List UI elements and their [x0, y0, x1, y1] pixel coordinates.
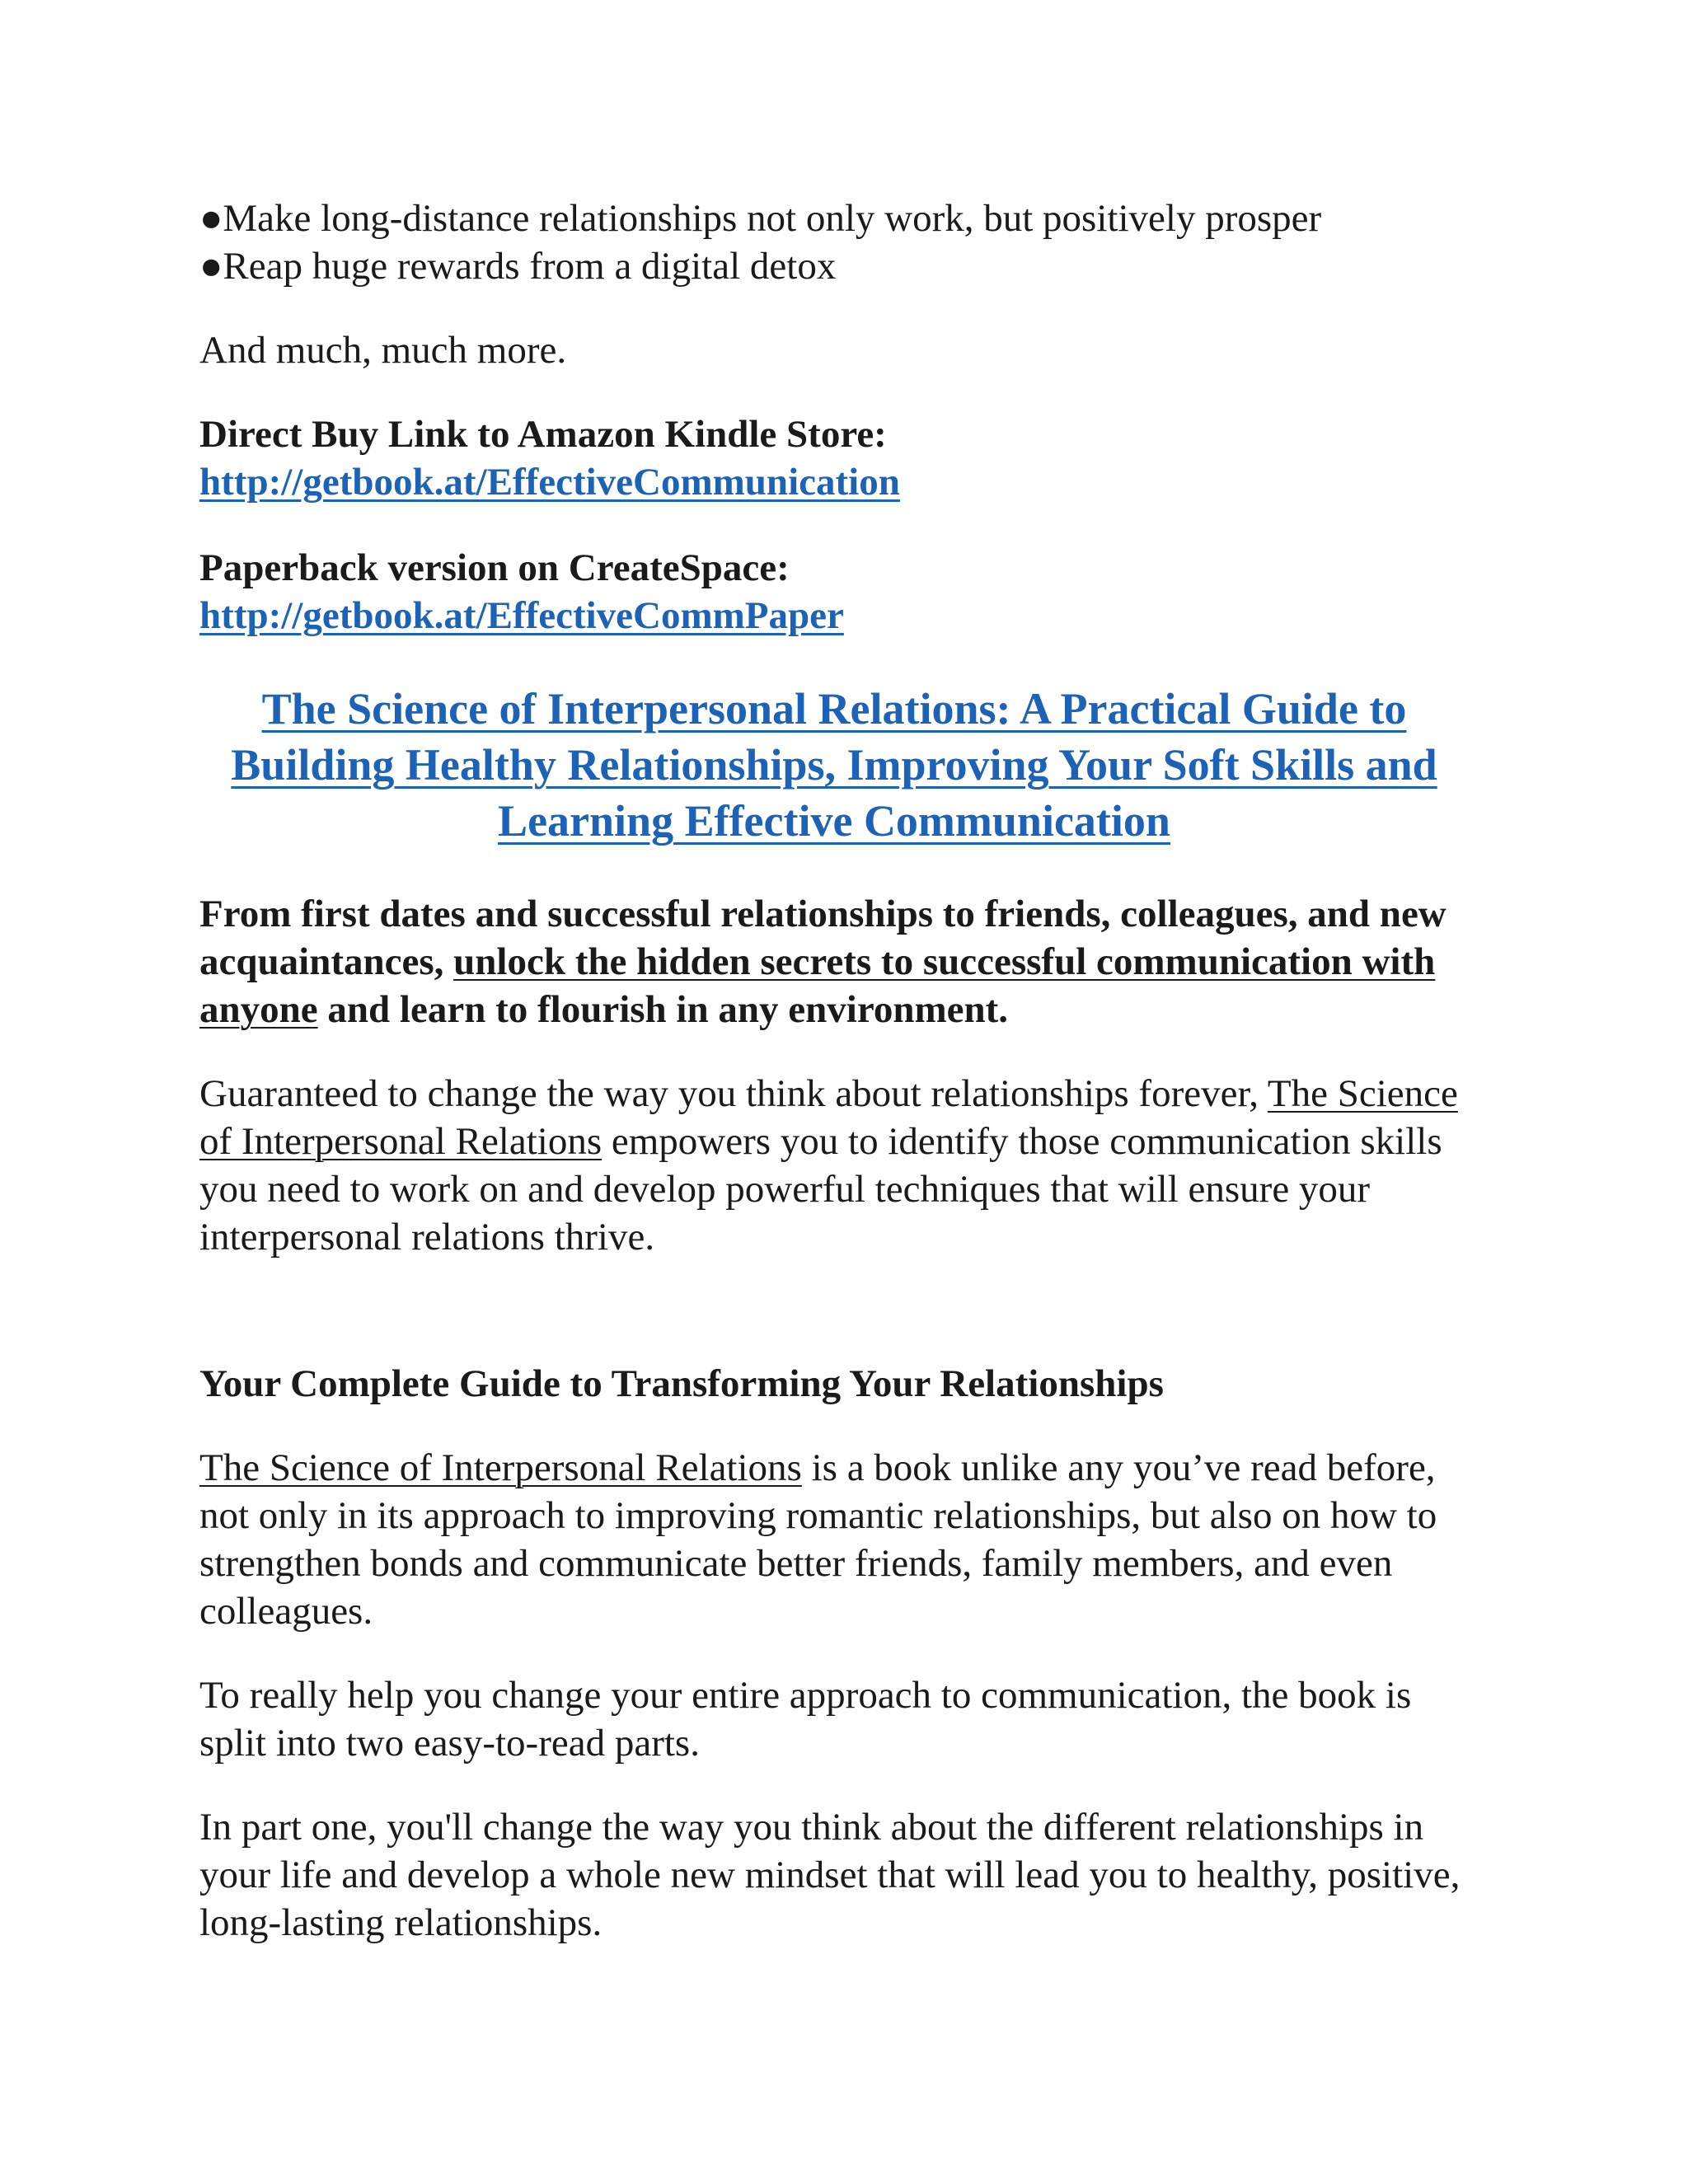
- document-page: [199, 194, 1485, 1947]
- intro-underlined: unlock the hidden secrets to successful communication with anyone: [199, 940, 1436, 1031]
- para1-tail: empowers you to identify those communication skills you need to work on and develop powerful techniques that will ensure your interpersonal relations thrive.: [199, 1120, 1442, 1258]
- intro-lead: From first dates and successful relationships to friends, colleagues, and new acquaintances,: [199, 893, 1447, 983]
- paragraph-two-parts: To really help you change your entire approach to communication, the book is split into two easy-to-read parts.: [199, 1674, 1412, 1765]
- paperback-link[interactable]: http://getbook.at/EffectiveCommPaper: [199, 594, 844, 637]
- intro-tail: and learn to flourish in any environment.: [317, 988, 1009, 1031]
- and-more-text: And much, much more.: [199, 329, 567, 372]
- kindle-link[interactable]: http://getbook.at/EffectiveCommunication: [199, 461, 900, 504]
- title-reference: The Science of Interpersonal Relations: [199, 1446, 802, 1489]
- paragraph-book-unlike: [199, 1444, 1485, 1635]
- para1-lead: Guaranteed to change the way you think about relationships forever,: [199, 1072, 1268, 1115]
- section-heading: Your Complete Guide to Transforming Your Relationships: [199, 1362, 1164, 1405]
- paragraph-part-one: In part one, you'll change the way you think about the different relationships in your life and develop a whole new mindset that will lead you to healthy, positive, long-lasting relationships.: [199, 1806, 1461, 1944]
- bullet-text: Make long-distance relationships not only work, but positively prosper: [223, 197, 1322, 240]
- list-item: [199, 242, 1485, 290]
- para2-tail: is a book unlike any you’ve read before, not only in its approach to improving romantic relationships, but also on how to strengthen bonds and communicate better friends, family members, and even colleagues.: [199, 1446, 1437, 1633]
- book-title: [199, 681, 1469, 849]
- paperback-link-block: [199, 544, 1485, 640]
- kindle-label: Direct Buy Link to Amazon Kindle Store:: [199, 413, 887, 456]
- title-reference: The Science of Interpersonal Relations: [199, 1072, 1458, 1163]
- paragraph-guaranteed: [199, 1070, 1485, 1261]
- book-title-link[interactable]: The Science of Interpersonal Relations: A Practical Guide to Building Healthy Relationships, Improving Your Soft Skills and Learning Effective Communication: [231, 684, 1437, 846]
- paperback-label: Paperback version on CreateSpace:: [199, 546, 790, 589]
- bullet-list: [199, 194, 1485, 290]
- intro-paragraph: [199, 890, 1485, 1033]
- kindle-link-block: [199, 410, 1485, 506]
- bullet-text: Reap huge rewards from a digital detox: [223, 245, 837, 288]
- bullet-icon: ●: [199, 245, 223, 288]
- list-item: [199, 194, 1485, 242]
- bullet-icon: ●: [199, 197, 223, 240]
